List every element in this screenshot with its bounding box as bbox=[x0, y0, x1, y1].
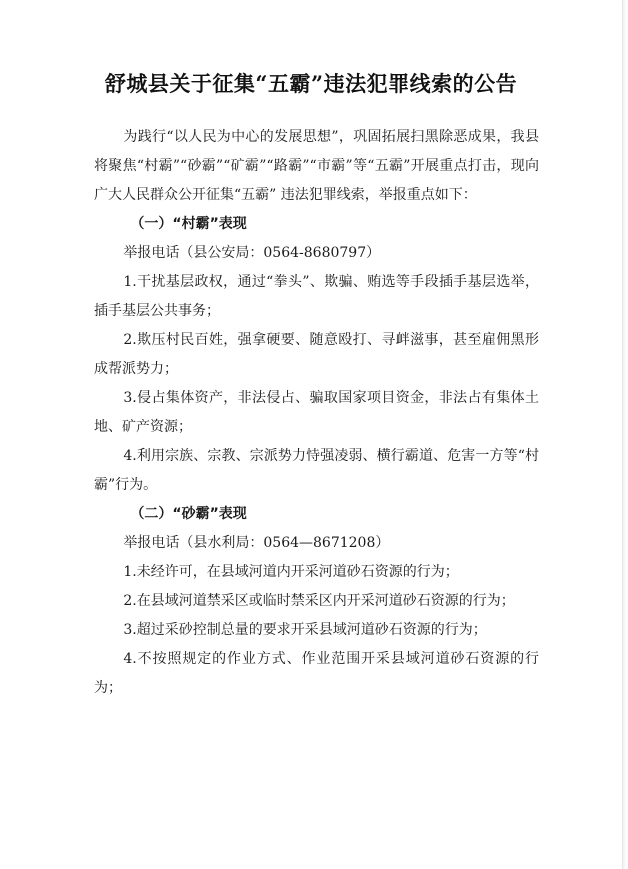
document-title: 舒城县关于征集“五霸”违法犯罪线索的公告 bbox=[104, 71, 518, 96]
list-item: 4.不按照规定的作业方式、作业范围开采县域河道砂石资源的行为； bbox=[94, 651, 539, 696]
intro-paragraph: 为践行“以人民为中心的发展思想”，巩固拓展扫黑除恶成果，我县将聚焦“村霸”“砂霸”“矿霸”“路霸”“市霸”等“五霸”开展重点打击，现向广大人民群众公开征集“五霸” 违法犯罪线索，举报重点如下： bbox=[94, 129, 539, 203]
list-item: 1.未经许可，在县域河道内开采河道砂石资源的行为； bbox=[123, 564, 459, 580]
report-phone-shaba: 举报电话（县水利局：0564—8671208） bbox=[123, 535, 390, 551]
list-item: 4.利用宗族、宗教、宗派势力恃强凌弱、横行霸道、危害一方等“村霸”行为。 bbox=[94, 448, 539, 493]
section-heading-cunba: （一）“村霸”表现 bbox=[130, 216, 247, 232]
list-item: 1.干扰基层政权，通过“拳头”、欺骗、贿选等手段插手基层选举，插手基层公共事务； bbox=[94, 274, 539, 319]
section-heading-shaba: （二）“砂霸”表现 bbox=[130, 506, 247, 522]
list-item: 3.超过采砂控制总量的要求开采县域河道砂石资源的行为； bbox=[123, 622, 487, 638]
list-item: 2.欺压村民百姓，强拿硬要、随意殴打、寻衅滋事，甚至雇佣黑形成帮派势力； bbox=[94, 332, 539, 377]
list-item: 2.在县域河道禁采区或临时禁采区内开采河道砂石资源的行为； bbox=[123, 593, 515, 609]
document-body bbox=[94, 123, 539, 703]
list-item: 3.侵占集体资产，非法侵占、骗取国家项目资金，非法占有集体土地、矿产资源； bbox=[94, 390, 539, 435]
report-phone-cunba: 举报电话（县公安局：0564-8680797） bbox=[123, 245, 381, 261]
